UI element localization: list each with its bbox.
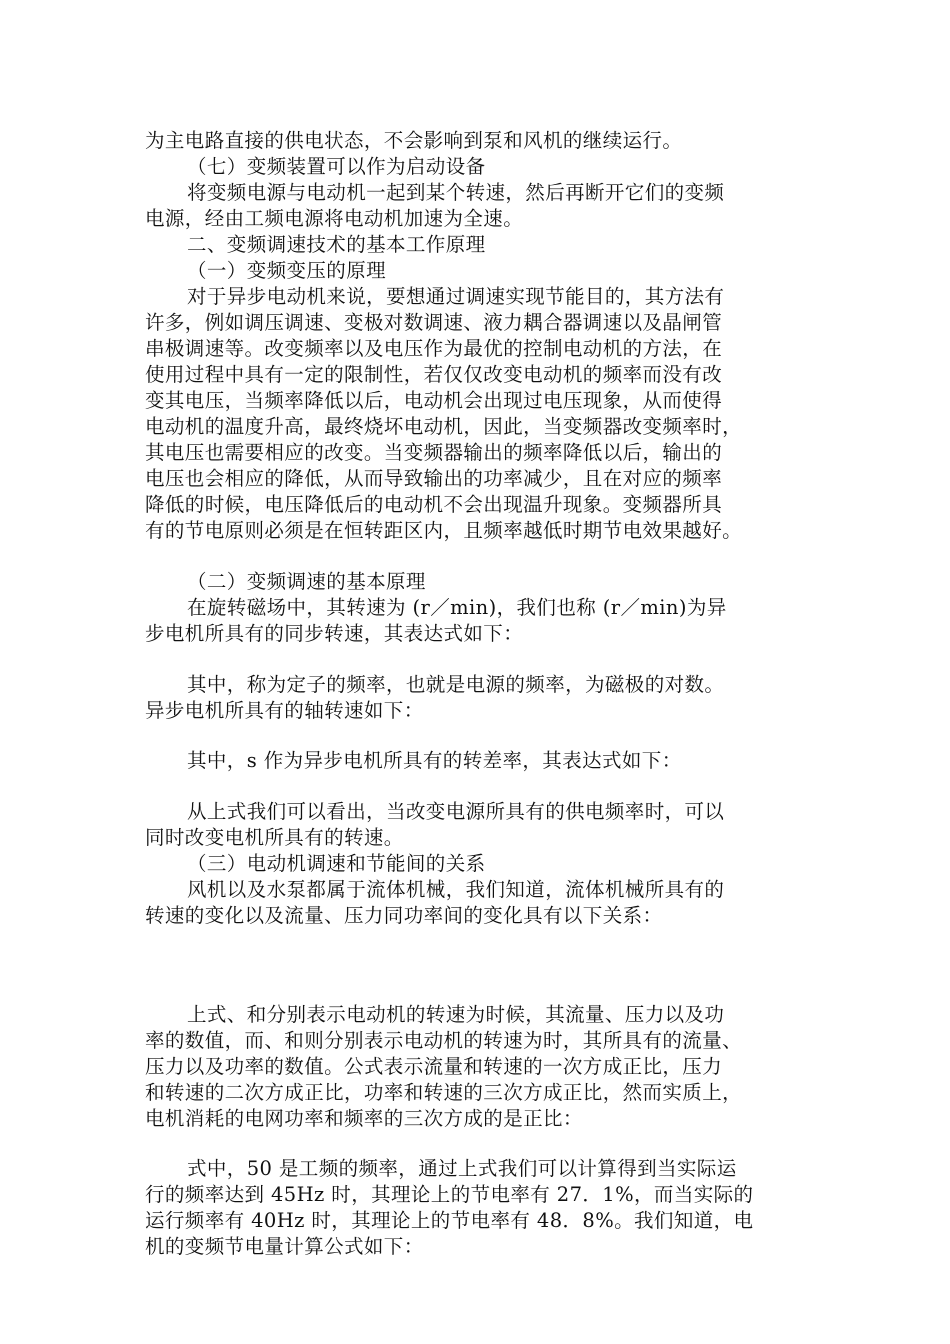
text-line: 从上式我们可以看出，当改变电源所具有的供电频率时，可以 [187, 800, 725, 823]
text-line: 其电压也需要相应的改变。当变频器输出的频率降低以后，输出的 [145, 441, 723, 464]
text-line: 风机以及水泵都属于流体机械，我们知道，流体机械所具有的 [187, 878, 725, 901]
text-line: 同时改变电机所具有的转速。 [145, 826, 404, 849]
text-line: 行的频率达到 45Hz 时，其理论上的节电率有 27．1%，而当实际的 [145, 1183, 754, 1206]
subheading-1: （一）变频变压的原理 [187, 259, 387, 282]
text-line: 有的节电原则必须是在恒转距区内，且频率越低时期节电效果越好。 [145, 519, 743, 542]
text-line: 电机消耗的电网功率和频率的三次方成的是正比： [145, 1107, 583, 1130]
text-line: 电源，经由工频电源将电动机加速为全速。 [145, 207, 524, 230]
text-line: 其中，s 作为异步电机所具有的转差率，其表达式如下： [187, 749, 682, 772]
subheading-2: （二）变频调速的基本原理 [187, 570, 426, 593]
text-line: 将变频电源与电动机一起到某个转速，然后再断开它们的变频 [187, 181, 725, 204]
text-line: 电压也会相应的降低，从而导致输出的功率减少，且在对应的频率 [145, 467, 723, 490]
text-line: 其中，称为定子的频率，也就是电源的频率，为磁极的对数。 [187, 673, 725, 696]
text-line: 异步电机所具有的轴转速如下： [145, 699, 424, 722]
text-line: 率的数值，而、和则分别表示电动机的转速为时，其所具有的流量、 [145, 1029, 743, 1052]
text-line: 步电机所具有的同步转速，其表达式如下： [145, 622, 524, 645]
text-line: 上式、和分别表示电动机的转速为时候，其流量、压力以及功 [187, 1003, 725, 1026]
text-line: 为主电路直接的供电状态，不会影响到泵和风机的继续运行。 [145, 129, 683, 152]
text-line: 串极调速等。改变频率以及电压作为最优的控制电动机的方法，在 [145, 337, 723, 360]
text-line: 运行频率有 40Hz 时，其理论上的节电率有 48．8%。我们知道，电 [145, 1209, 754, 1232]
subheading-3: （三）电动机调速和节能间的关系 [187, 852, 486, 875]
subheading-7: （七）变频装置可以作为启动设备 [187, 155, 486, 178]
text-line: 对于异步电动机来说，要想通过调速实现节能目的，其方法有 [187, 285, 725, 308]
text-line: 电动机的温度升高，最终烧坏电动机，因此，当变频器改变频率时， [145, 415, 743, 438]
text-line: 变其电压，当频率降低以后，电动机会出现过电压现象，从而使得 [145, 389, 723, 412]
text-line: 式中，50 是工频的频率，通过上式我们可以计算得到当实际运 [187, 1157, 737, 1180]
text-line: 降低的时候，电压降低后的电动机不会出现温升现象。变频器所具 [145, 493, 723, 516]
text-line: 许多，例如调压调速、变极对数调速、液力耦合器调速以及晶闸管 [145, 311, 723, 334]
text-line: 使用过程中具有一定的限制性，若仅仅改变电动机的频率而没有改 [145, 363, 723, 386]
section-heading-2: 二、变频调速技术的基本工作原理 [187, 233, 486, 256]
text-line: 转速的变化以及流量、压力同功率间的变化具有以下关系： [145, 904, 663, 927]
text-line: 和转速的二次方成正比，功率和转速的三次方成正比，然而实质上， [145, 1081, 743, 1104]
text-line: 在旋转磁场中，其转速为 (r／min)，我们也称 (r／min)为异 [187, 596, 727, 619]
text-line: 压力以及功率的数值。公式表示流量和转速的一次方成正比，压力 [145, 1055, 723, 1078]
text-line: 机的变频节电量计算公式如下： [145, 1235, 424, 1258]
